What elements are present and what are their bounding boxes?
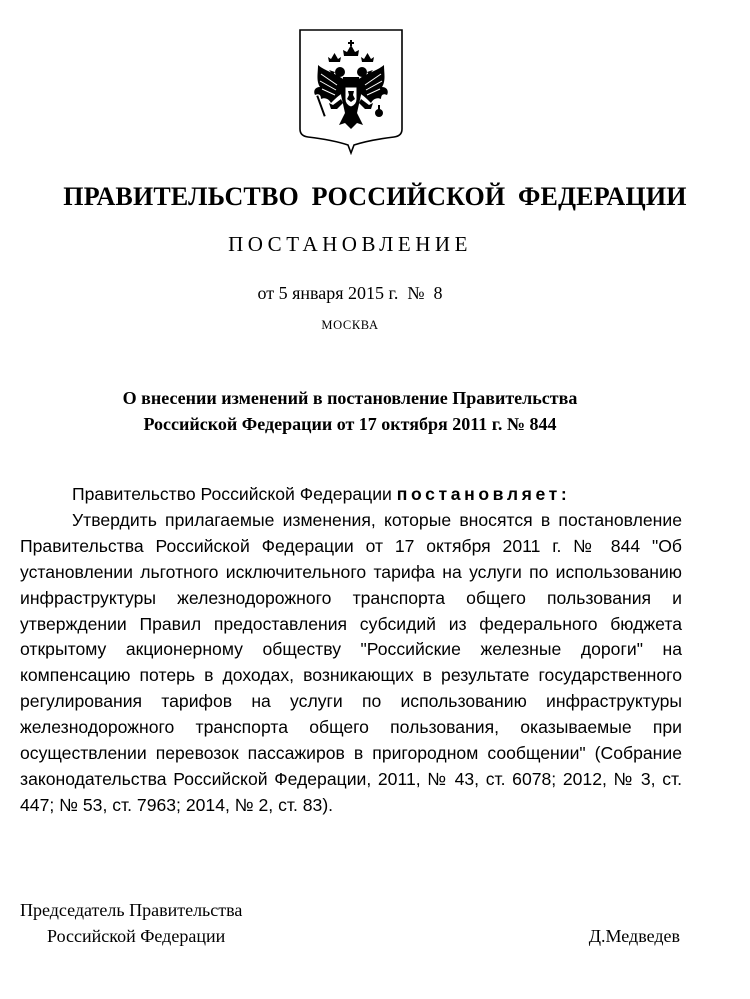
government-title: ПРАВИТЕЛЬСТВО РОССИЙСКОЙ ФЕДЕРАЦИИ (63, 182, 687, 211)
document-date-number: от 5 января 2015 г. № 8 (257, 283, 443, 303)
document-type: ПОСТАНОВЛЕНИЕ (228, 232, 472, 256)
subject-line-2: Российской Федерации от 17 октября 2011 г. № 844 (143, 414, 557, 434)
signature-block (20, 897, 682, 949)
document-city: МОСКВА (321, 318, 379, 332)
subject-line-1: О внесении изменений в постановление Правительства (122, 388, 578, 408)
document-subject (0, 385, 700, 437)
document-body (20, 482, 682, 819)
coat-of-arms-icon (299, 29, 403, 155)
decree-subject: Правительство Российской Федерации (72, 484, 392, 504)
signatory-position-line-1: Председатель Правительства (20, 900, 243, 920)
signatory-position-line-2: Российской Федерации (47, 926, 226, 946)
signatory-name: Д.Медведев (588, 926, 680, 946)
main-paragraph: Утвердить прилагаемые изменения, которые вносятся в постановление Правительства Российской Федерации от 17 октября 2011 г. № 844 "Об установлении льготного исключительного тарифа на услуги по использованию инфраструктуры железнодорожного транспорта общего пользования и утверждении Правил предоставления субсидий из федерального бюджета открытому акционерному обществу "Российские железные дороги" на компенсацию потерь в доходах, возникающих в результате государственного регулирования тарифов на услуги по использованию инфраструктуры железнодорожного транспорта общего пользования, оказываемые при осуществлении перевозок пассажиров в пригородном сообщении" (Собрание законодательства Российской Федерации, 2011, № 43, ст. 6078; 2012, № 3, ст. 447; № 53, ст. 7963; 2014, № 2, ст. 83). (20, 509, 682, 815)
decree-word: постановляет: (396, 484, 571, 504)
decree-statement (20, 482, 682, 508)
